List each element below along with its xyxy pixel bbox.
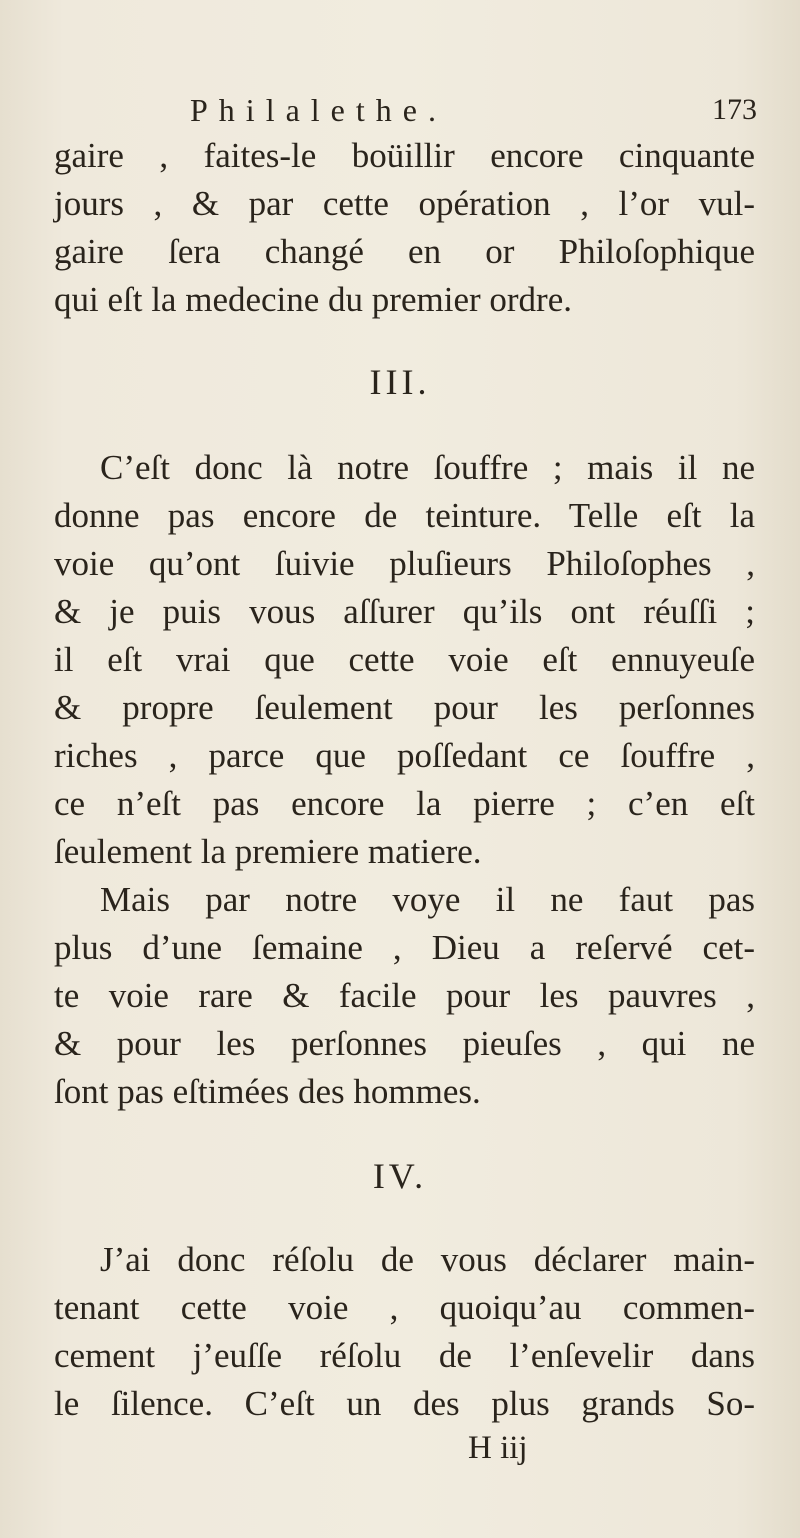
text-line: gaire , faites-le boüillir encore cinquante [54, 136, 755, 175]
text-line: ſeulement la premiere matiere. [54, 832, 482, 871]
text-line: gaire ſera changé en or Philoſophique [54, 232, 755, 271]
text-line: plus d’une ſemaine , Dieu a reſervé cet- [54, 928, 755, 967]
signature-mark: H iij [468, 1430, 528, 1466]
text-line: riches , parce que poſſedant ce ſouffre , [54, 736, 755, 775]
text-line: qui eſt la medecine du premier ordre. [54, 280, 572, 319]
section-heading-iii: III. [369, 362, 431, 402]
text-line: ce n’eſt pas encore la pierre ; c’en eſt [54, 784, 755, 823]
text-line: le ſilence. C’eſt un des plus grands So- [54, 1384, 755, 1423]
text-line: & je puis vous aſſurer qu’ils ont réuſſi ; [54, 592, 755, 631]
text-line: tenant cette voie , quoiqu’au commen- [54, 1288, 755, 1327]
text-line: il eſt vrai que cette voie eſt ennuyeuſe [54, 640, 755, 679]
text-line: C’eſt donc là notre ſouffre ; mais il ne [100, 448, 755, 487]
text-line: & pour les perſonnes pieuſes , qui ne [54, 1024, 755, 1063]
text-line: Mais par notre voye il ne faut pas [100, 880, 755, 919]
text-line: donne pas encore de teinture. Telle eſt la [54, 496, 755, 535]
running-title: Philalethe. [190, 92, 447, 128]
text-line: & propre ſeulement pour les perſonnes [54, 688, 755, 727]
text-line: J’ai donc réſolu de vous déclarer main- [100, 1240, 755, 1279]
section-heading-iv: IV. [372, 1156, 428, 1196]
text-line: cement j’euſſe réſolu de l’enſevelir dans [54, 1336, 755, 1375]
text-line: ſont pas eſtimées des hommes. [54, 1072, 481, 1111]
page-number: 173 [712, 93, 757, 126]
text-line: te voie rare & facile pour les pauvres , [54, 976, 755, 1015]
text-line: voie qu’ont ſuivie pluſieurs Philoſophes , [54, 544, 755, 583]
text-line: jours , & par cette opération , l’or vul- [54, 184, 755, 223]
